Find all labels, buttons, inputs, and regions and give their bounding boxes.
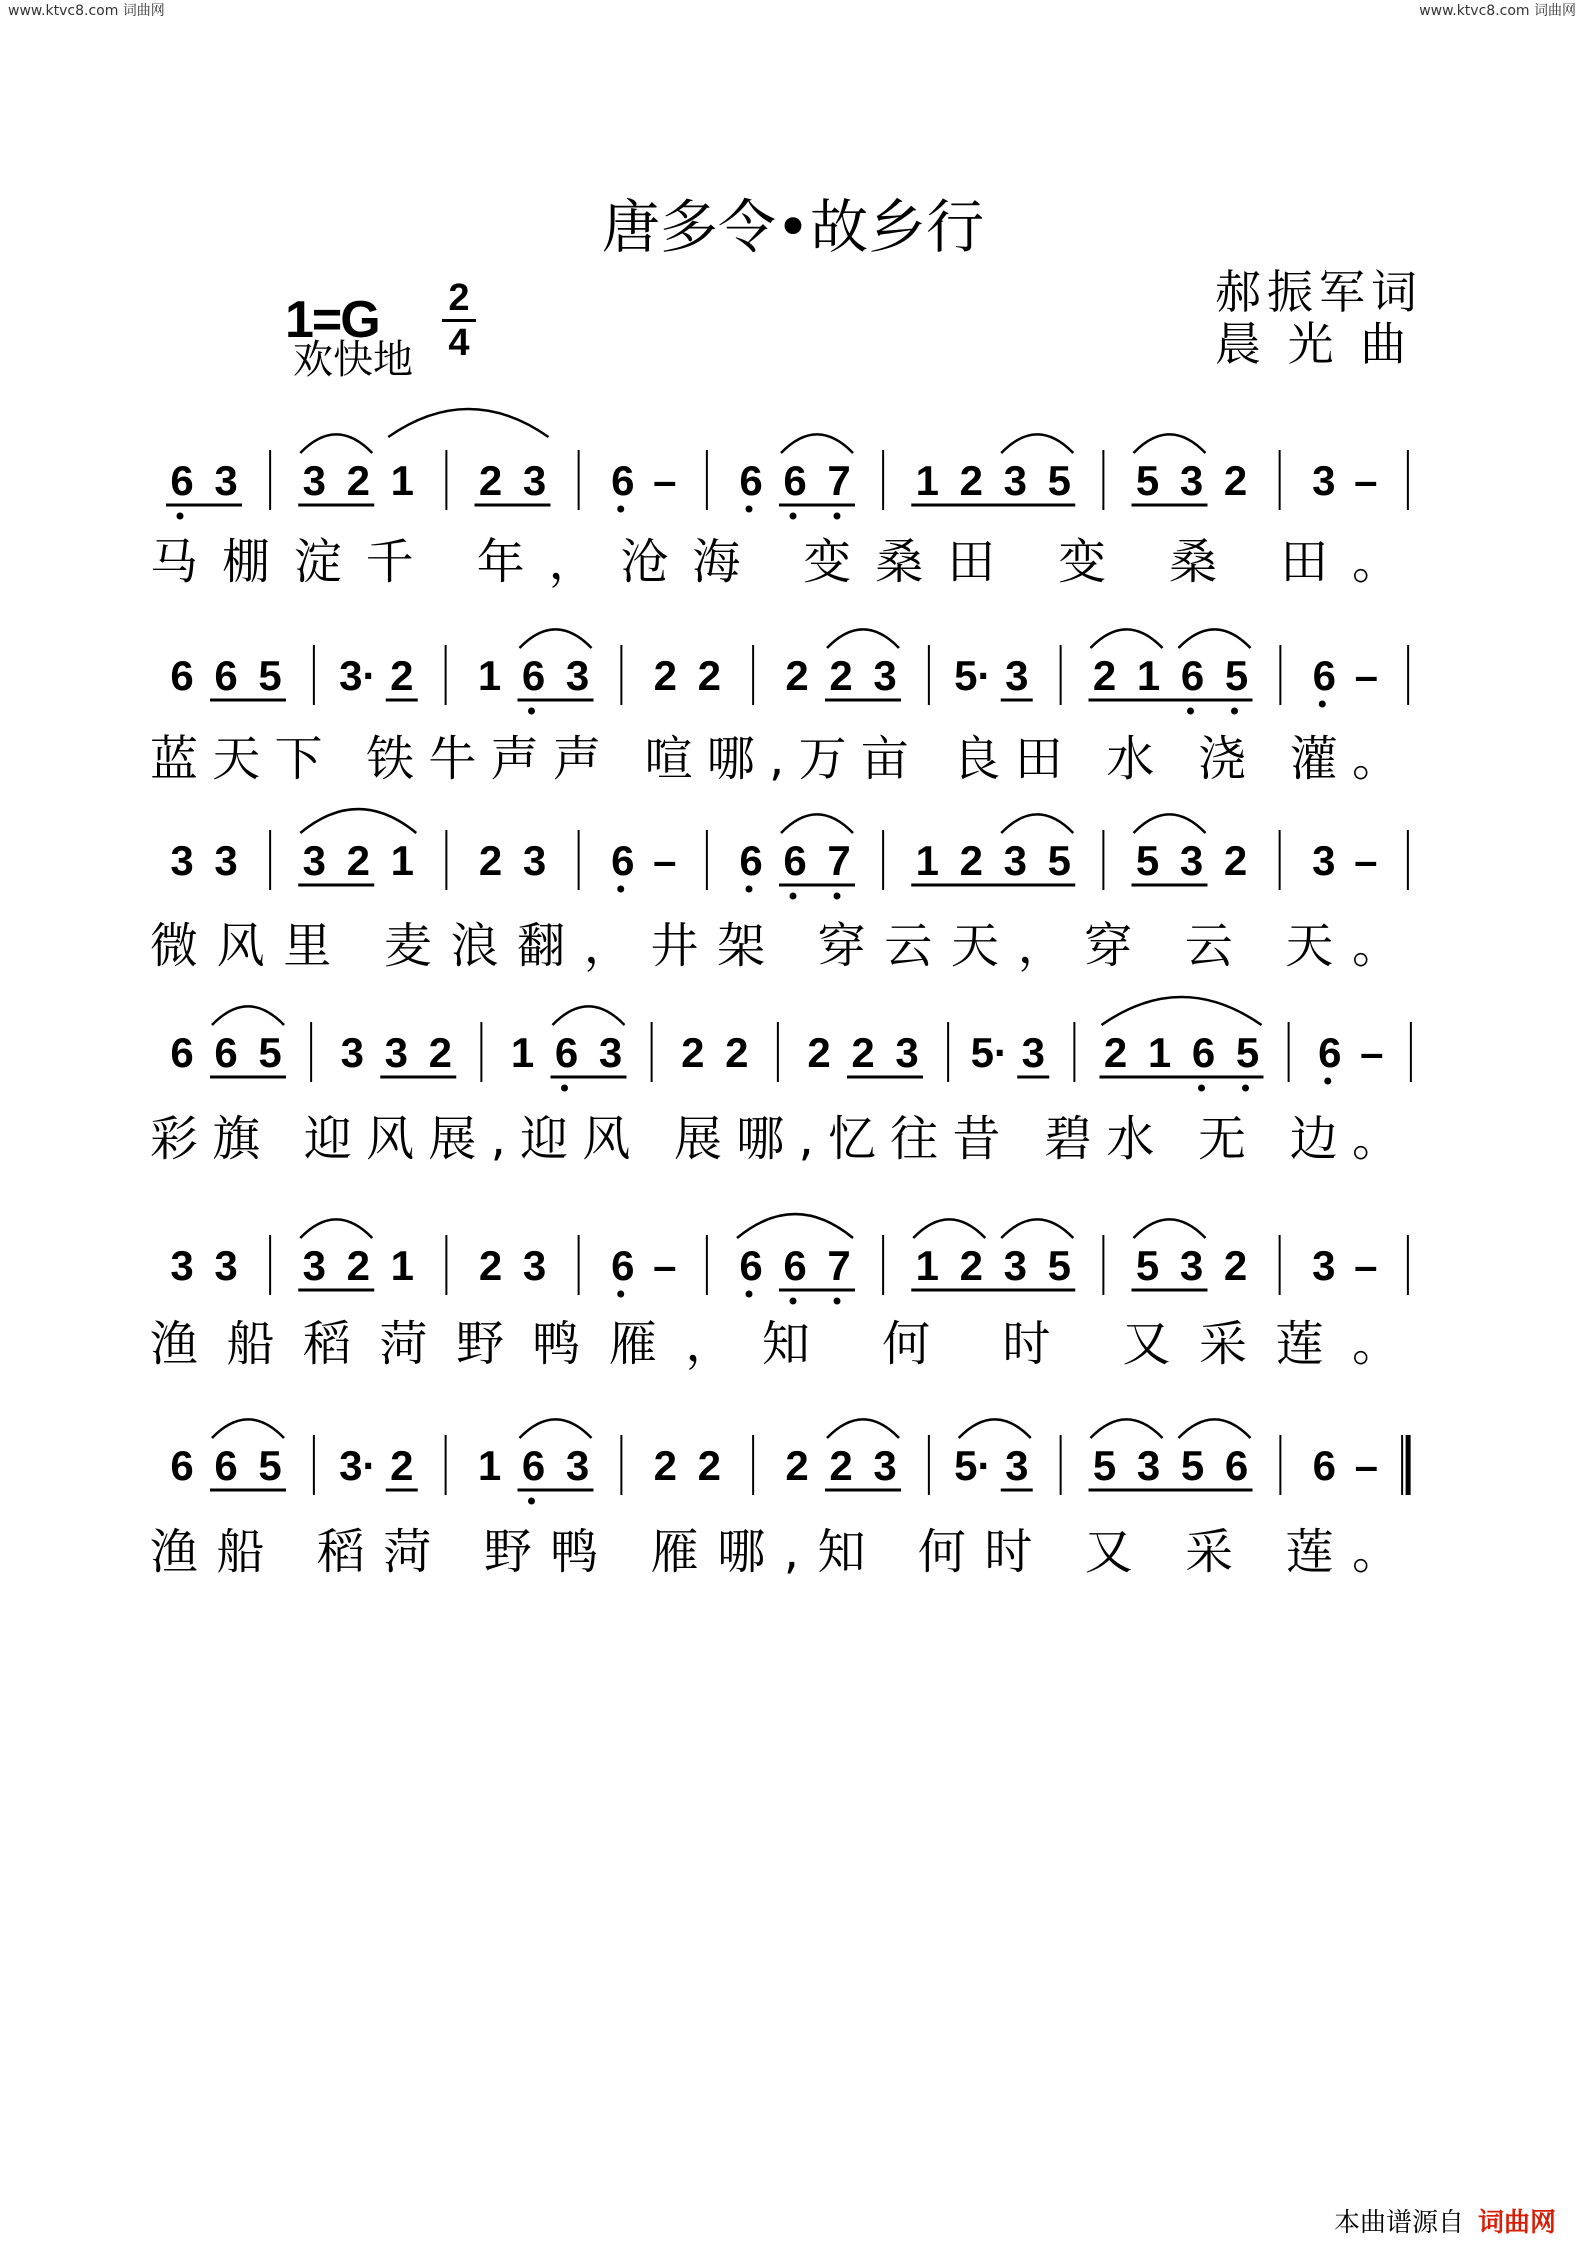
note: 3 <box>873 652 897 699</box>
slur <box>1179 629 1251 648</box>
note: 6 <box>214 652 238 699</box>
low-octave-dot <box>528 708 535 715</box>
note: 2 <box>1103 1029 1128 1076</box>
note: 2 <box>653 1442 677 1489</box>
note: 6 <box>1180 652 1205 699</box>
note: 3 <box>873 1442 897 1489</box>
note: 7 <box>827 1242 851 1289</box>
note: 2 <box>1223 457 1248 504</box>
note: 6 <box>170 1442 194 1489</box>
note: 2 <box>653 652 677 699</box>
lyric-line: 蓝天下 铁牛声声 喧哪,万亩 良田 水 浇 灌。 <box>150 731 1400 787</box>
note: 5 <box>1047 837 1071 884</box>
note: 5 <box>1047 1242 1071 1289</box>
note: 6 <box>611 457 635 504</box>
note: 2 <box>346 1242 370 1289</box>
note: 2 <box>346 837 370 884</box>
slur <box>827 1419 899 1438</box>
slur <box>1001 1219 1073 1238</box>
slur <box>1134 434 1206 453</box>
lyric-line: 马棚淀千 年，沧海 变桑田 变 桑 田。 <box>150 534 1400 590</box>
tempo-marking: 欢快地 <box>293 337 413 383</box>
low-octave-dot <box>746 506 753 513</box>
note: 2 <box>681 1029 705 1076</box>
low-octave-dot <box>790 513 797 520</box>
note: 6 <box>783 457 807 504</box>
note: 2 <box>829 652 853 699</box>
low-octave-dot <box>746 886 753 893</box>
note: 2 <box>697 652 721 699</box>
note: 5 <box>1180 1442 1205 1489</box>
note: 1 <box>390 457 414 504</box>
low-octave-dot <box>1324 1078 1331 1085</box>
watermark-right: www.ktvc8.com 词曲网 <box>1419 3 1576 19</box>
low-octave-dot <box>617 886 624 893</box>
note: 6 <box>783 837 807 884</box>
note: 2 <box>390 652 414 699</box>
note: 3 <box>598 1029 623 1076</box>
footer-site[interactable]: 词曲网 <box>1477 2208 1556 2238</box>
note: 2 <box>959 1242 983 1289</box>
dash-note: – <box>653 837 677 884</box>
slur <box>827 629 899 648</box>
note: 3 <box>1179 837 1204 884</box>
slur <box>1134 814 1206 833</box>
note: 6 <box>170 652 194 699</box>
note: 2 <box>697 1442 721 1489</box>
note: 3 <box>522 1242 547 1289</box>
note: 1 <box>1136 652 1161 699</box>
note: 5· <box>954 1442 992 1489</box>
note: 5 <box>1092 1442 1117 1489</box>
note: 7 <box>827 837 851 884</box>
note: 5 <box>1135 1242 1160 1289</box>
slur <box>1001 434 1073 453</box>
lyric-line: 渔船稻菏野鸭雁，知 何 时 又采莲。 <box>150 1316 1400 1372</box>
note: 6 <box>739 1242 763 1289</box>
dash-note: – <box>1354 457 1378 504</box>
note: 2 <box>346 457 370 504</box>
note: 3 <box>302 837 326 884</box>
note: 3 <box>1021 1029 1045 1076</box>
dash-note: – <box>1354 1242 1378 1289</box>
note: 3 <box>1312 837 1336 884</box>
note: 2 <box>851 1029 875 1076</box>
note: 6 <box>611 837 635 884</box>
note: 3 <box>340 1029 364 1076</box>
note: 3 <box>302 457 326 504</box>
note: 6 <box>1312 652 1336 699</box>
note: 2 <box>829 1442 853 1489</box>
note: 2 <box>478 1242 503 1289</box>
note: 6 <box>611 1242 635 1289</box>
note: 6 <box>1224 1442 1249 1489</box>
note: 1 <box>1147 1029 1172 1076</box>
note: 6 <box>739 457 763 504</box>
note: 6 <box>554 1029 579 1076</box>
note: 3 <box>214 457 238 504</box>
note: 6 <box>214 1442 238 1489</box>
low-octave-dot <box>834 893 841 900</box>
note: 5 <box>1224 652 1249 699</box>
note: 1 <box>510 1029 535 1076</box>
dash-note: – <box>1360 1029 1384 1076</box>
note: 1 <box>390 837 414 884</box>
low-octave-dot <box>1242 1085 1249 1092</box>
low-octave-dot <box>617 1291 624 1298</box>
key-signature: 1=G <box>285 291 379 349</box>
note: 3 <box>170 837 194 884</box>
slur <box>781 814 853 833</box>
slur <box>913 1219 985 1238</box>
low-octave-dot <box>834 513 841 520</box>
note: 1 <box>915 1242 939 1289</box>
note: 2 <box>785 652 809 699</box>
slur <box>212 1419 284 1438</box>
note: 5· <box>970 1029 1008 1076</box>
note: 3· <box>339 1442 377 1489</box>
note: 3 <box>1005 652 1029 699</box>
note: 5 <box>1235 1029 1260 1076</box>
note: 6 <box>783 1242 807 1289</box>
note: 2 <box>1223 837 1248 884</box>
note: 3 <box>565 1442 590 1489</box>
note: 6 <box>1191 1029 1216 1076</box>
low-octave-dot <box>1319 701 1326 708</box>
note: 6 <box>170 1029 194 1076</box>
note: 3 <box>170 1242 194 1289</box>
time-signature-top: 2 <box>448 277 470 319</box>
note: 2 <box>807 1029 831 1076</box>
slur <box>737 1214 853 1238</box>
note: 6 <box>170 457 194 504</box>
note: 3 <box>522 457 547 504</box>
low-octave-dot <box>528 1498 535 1505</box>
slur <box>520 629 592 648</box>
low-octave-dot <box>617 506 624 513</box>
note: 5 <box>1135 457 1160 504</box>
note: 6 <box>521 652 546 699</box>
note: 3 <box>302 1242 326 1289</box>
note: 3 <box>522 837 547 884</box>
slur <box>959 1419 1031 1438</box>
low-octave-dot <box>790 1298 797 1305</box>
slur <box>300 434 372 453</box>
note: 2 <box>785 1442 809 1489</box>
slur <box>1102 997 1262 1025</box>
dash-note: – <box>1354 837 1378 884</box>
note: 1 <box>915 457 939 504</box>
composer-credit: 晨 光 曲 <box>1215 317 1413 371</box>
note: 3 <box>1312 457 1336 504</box>
lyric-line: 彩旗 迎风展,迎风 展哪,忆往昔 碧水 无 边。 <box>150 1111 1400 1167</box>
slur <box>1134 1219 1206 1238</box>
note: 5· <box>954 652 992 699</box>
note: 3 <box>1005 1442 1029 1489</box>
dash-note: – <box>653 1242 677 1289</box>
note: 3 <box>1136 1442 1161 1489</box>
note: 5 <box>1135 837 1160 884</box>
note: 3 <box>214 837 238 884</box>
note: 3 <box>895 1029 919 1076</box>
low-octave-dot <box>1187 708 1194 715</box>
watermark-left: www.ktvc8.com 词曲网 <box>8 3 165 19</box>
slur <box>520 1419 592 1438</box>
slur <box>212 1006 284 1025</box>
note: 3 <box>1179 1242 1204 1289</box>
slur <box>1091 629 1163 648</box>
note: 6 <box>1318 1029 1342 1076</box>
note: 3 <box>1003 457 1027 504</box>
note: 1 <box>477 652 502 699</box>
note: 2 <box>1223 1242 1248 1289</box>
low-octave-dot <box>1231 708 1238 715</box>
low-octave-dot <box>177 513 184 520</box>
dash-note: – <box>1354 1442 1378 1489</box>
note: 2 <box>478 837 503 884</box>
note: 2 <box>959 837 983 884</box>
low-octave-dot <box>746 1291 753 1298</box>
footer <box>1334 2202 1556 2239</box>
note: 2 <box>725 1029 749 1076</box>
note: 5 <box>258 1029 282 1076</box>
note: 7 <box>827 457 851 504</box>
low-octave-dot <box>790 893 797 900</box>
note: 6 <box>739 837 763 884</box>
low-octave-dot <box>561 1085 568 1092</box>
note: 5 <box>258 1442 282 1489</box>
slur <box>300 1219 372 1238</box>
dash-note: – <box>653 457 677 504</box>
low-octave-dot <box>834 1298 841 1305</box>
note: 5 <box>258 652 282 699</box>
slur <box>1001 814 1073 833</box>
note: 3 <box>214 1242 238 1289</box>
slur <box>553 1006 625 1025</box>
lyric-line: 微风里 麦浪翻，井架 穿云天，穿 云 天。 <box>150 918 1400 974</box>
note: 2 <box>478 457 503 504</box>
time-signature-bottom: 4 <box>448 322 470 364</box>
note: 1 <box>390 1242 414 1289</box>
cross-slur <box>388 409 548 437</box>
note: 1 <box>915 837 939 884</box>
footer-source: 本曲谱源自 <box>1333 2208 1464 2238</box>
slur <box>781 434 853 453</box>
note: 3 <box>1312 1242 1336 1289</box>
note: 2 <box>390 1442 414 1489</box>
note: 3· <box>339 652 377 699</box>
note: 6 <box>1312 1442 1336 1489</box>
note: 3 <box>1003 1242 1027 1289</box>
dash-note: – <box>1354 652 1378 699</box>
note: 6 <box>214 1029 238 1076</box>
note: 1 <box>477 1442 502 1489</box>
note: 3 <box>1003 837 1027 884</box>
note: 2 <box>428 1029 452 1076</box>
slur <box>1179 1419 1251 1438</box>
slur <box>1091 1419 1163 1438</box>
slur <box>300 809 416 833</box>
note: 2 <box>1092 652 1117 699</box>
note: 3 <box>1179 457 1204 504</box>
lyricist-credit: 郝振军词 <box>1215 265 1423 319</box>
lyric-line: 渔船 稻菏 野鸭 雁哪,知 何时 又 采 莲。 <box>150 1524 1400 1580</box>
low-octave-dot <box>1198 1085 1205 1092</box>
note: 3 <box>565 652 590 699</box>
note: 6 <box>521 1442 546 1489</box>
note: 2 <box>959 457 983 504</box>
note: 5 <box>1047 457 1071 504</box>
song-title: 唐多令•故乡行 <box>601 193 985 261</box>
note: 3 <box>384 1029 408 1076</box>
